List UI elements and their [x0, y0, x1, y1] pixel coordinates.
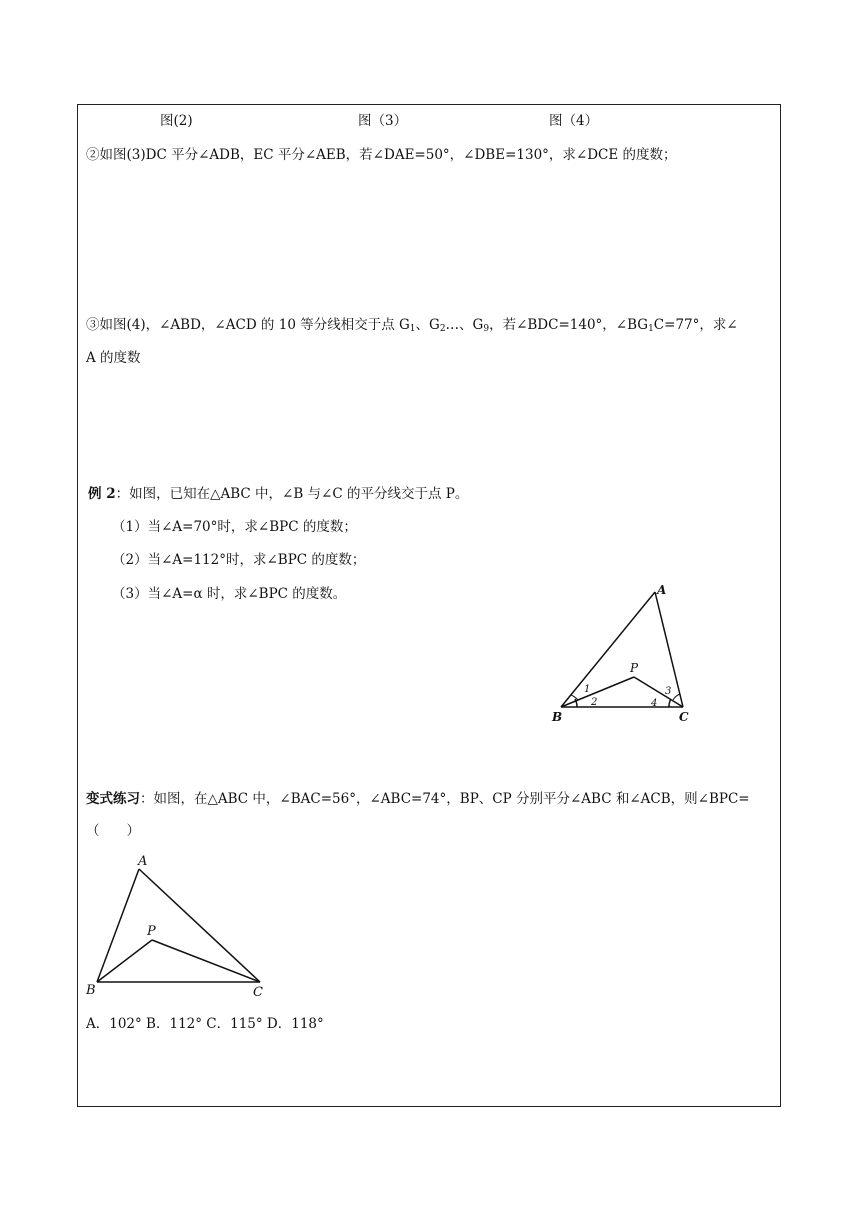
q3-sub-1: 1 [409, 324, 416, 334]
question-2-text: ②如图(3)DC 平分∠ADB，EC 平分∠AEB，若∠DAE=50°，∠DBE=130°，求∠DCE 的度数； [86, 147, 677, 163]
fig1-bisector-bp [561, 677, 634, 707]
fig2-bisector-cp [152, 940, 260, 982]
example-2-item-2: （2）当∠A=112°时，求∠BPC 的度数； [112, 552, 366, 568]
example-2-stem [88, 485, 468, 503]
example-2-item-3: （3）当∠A=α 时，求∠BPC 的度数。 [112, 586, 347, 602]
fig1-label-angle-4: 4 [651, 698, 658, 709]
caption-figure-3: 图（3） [358, 113, 408, 129]
fig1-arc-b-inner [571, 695, 578, 700]
fig2-side-ac [139, 869, 260, 982]
example-2-text: ：如图，已知在△ABC 中，∠B 与∠C 的平分线交于点 P。 [115, 486, 469, 502]
variant-answer-blank: （ ） [86, 823, 140, 839]
caption-figure-2: 图(2) [160, 113, 193, 129]
fig2-label-p: P [147, 924, 156, 939]
fig2-label-c: C [253, 985, 263, 1000]
q3-sub-4: 1 [648, 324, 654, 334]
variant-stem [86, 790, 750, 808]
variant-label: 变式练习 [86, 791, 140, 807]
question-3-line-1 [86, 316, 738, 334]
fig2-label-b: B [86, 983, 96, 998]
q3-part-5: C=77°，求∠ [653, 317, 738, 333]
fig2-label-a: A [138, 854, 148, 869]
fig1-bisector-cp [634, 677, 683, 707]
fig1-label-b: B [552, 710, 563, 724]
q3-part-1: ③如图(4)，∠ABD，∠ACD 的 10 等分线相交于点 G [86, 317, 410, 333]
q3-part-2: 、G [415, 317, 440, 333]
fig1-arc-c-outer [669, 699, 671, 707]
fig1-label-c: C [679, 710, 689, 724]
fig1-label-angle-3: 3 [665, 686, 672, 697]
fig1-label-p: P [630, 661, 639, 675]
q3-part-3: …、G [445, 317, 484, 333]
fig1-label-angle-2: 2 [591, 697, 598, 708]
example-2-item-1: （1）当∠A=70°时，求∠BPC 的度数； [112, 519, 357, 535]
variant-triangle-figure [82, 848, 272, 1000]
fig1-arc-c-inner [673, 694, 680, 700]
fig1-side-ba [561, 592, 658, 709]
variant-options: A．102° B．112° C．115° D．118° [86, 1016, 324, 1032]
q3-sub-3: 9 [483, 324, 490, 334]
example-2-triangle-figure [548, 578, 698, 728]
fig1-label-angle-1: 1 [584, 684, 591, 695]
caption-figure-4: 图（4） [549, 113, 599, 129]
q3-sub-2: 2 [439, 324, 446, 334]
question-3-line-2: A 的度数 [86, 350, 141, 366]
example-2-label: 例 2 [88, 486, 116, 502]
q3-part-4: ，若∠BDC=140°，∠BG [489, 317, 649, 333]
variant-text: ：如图，在△ABC 中，∠BAC=56°，∠ABC=74°，BP、CP 分别平分∠ABC 和∠ACB，则∠BPC= [140, 791, 750, 807]
fig1-label-a: A [657, 583, 667, 597]
